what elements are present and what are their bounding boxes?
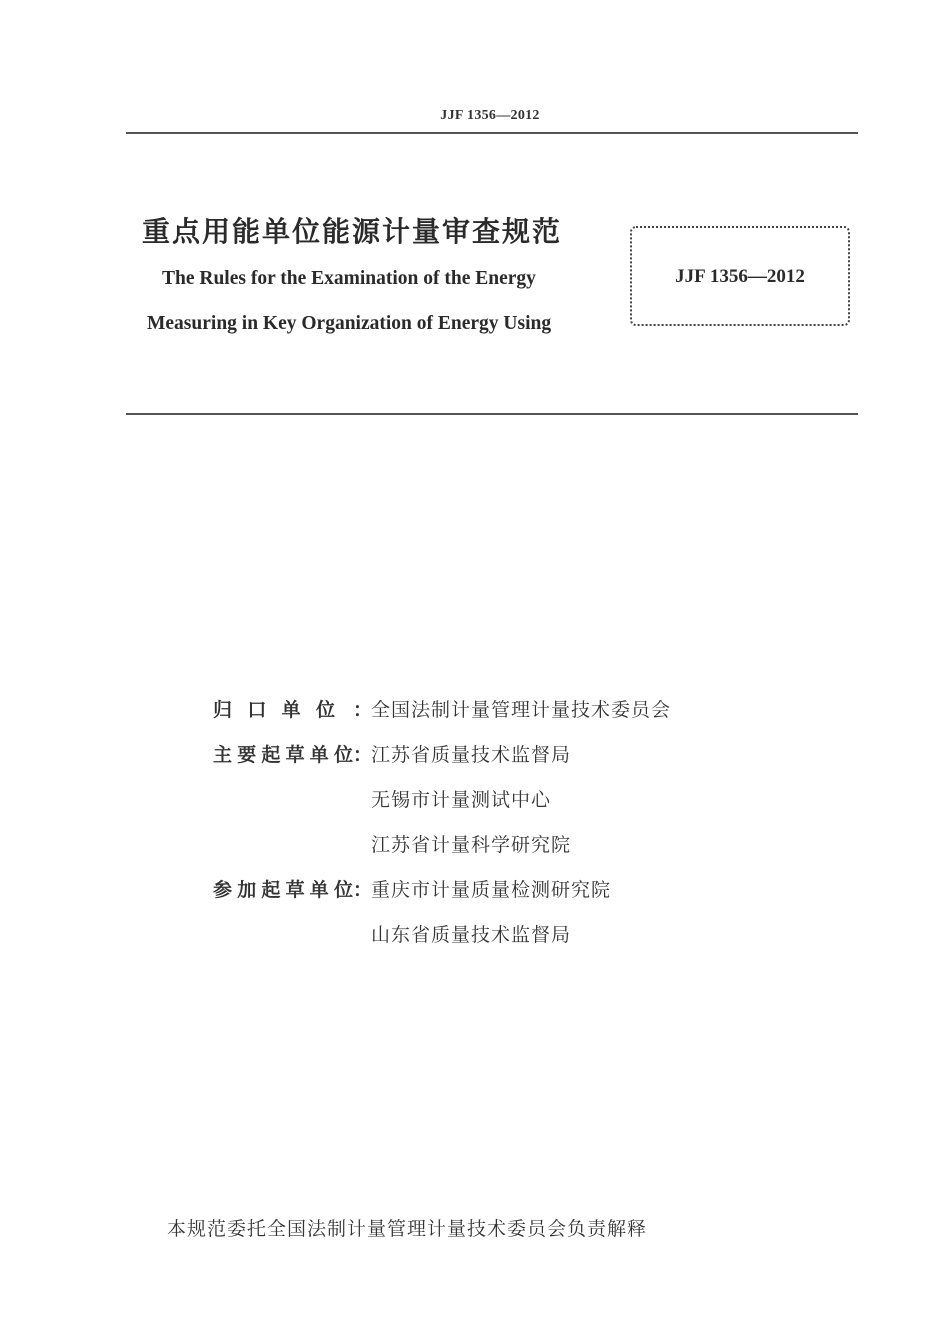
document-code-header: JJF 1356—2012 (440, 108, 540, 123)
title-chinese: 重点用能单位能源计量审查规范 (142, 215, 563, 248)
document-code-box (630, 226, 850, 326)
title-english-line1: The Rules for the Examination of the Energy (162, 268, 536, 289)
interpretation-note: 本规范委托全国法制计量管理计量技术委员会负责解释 (167, 1218, 648, 1240)
main-drafters-colon: ： (353, 744, 373, 766)
responsible-unit-label: 归口单位 (213, 699, 335, 721)
responsible-unit-value: 全国法制计量管理计量技术委员会 (371, 699, 672, 721)
top-divider (126, 132, 858, 134)
participating-drafters-colon: ： (353, 879, 373, 901)
main-drafter-item: 江苏省质量技术监督局 (371, 744, 572, 766)
main-drafter-item: 江苏省计量科学研究院 (371, 834, 572, 856)
participating-drafter-item: 山东省质量技术监督局 (371, 924, 572, 946)
participating-drafter-item: 重庆市计量质量检测研究院 (371, 879, 612, 901)
main-drafter-item: 无锡市计量测试中心 (371, 789, 552, 811)
title-english-line2: Measuring in Key Organization of Energy Using (147, 313, 552, 334)
participating-drafters-label: 参加起草单位 (213, 879, 353, 901)
bottom-divider (126, 413, 858, 415)
main-drafters-label: 主要起草单位 (213, 744, 353, 766)
document-code-box-label: JJF 1356—2012 (675, 266, 805, 287)
responsible-unit-colon: ： (353, 699, 373, 721)
